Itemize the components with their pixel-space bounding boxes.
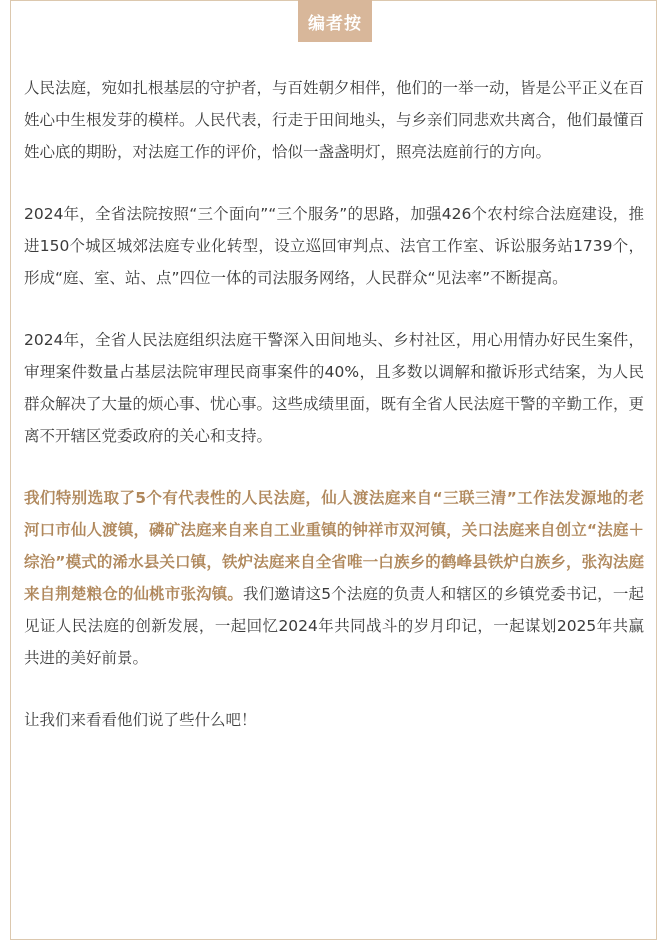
frame-top-border-left [10,0,298,1]
editor-note-label: 编者按 [308,13,362,34]
selected-courts-highlight: 我们特别选取了5个有代表性的人民法庭，仙人渡法庭来自“三联三清”工作法发源地的老河口市仙人渡镇，磷矿法庭来自来自工业重镇的钟祥市双河镇，关口法庭来自创立“法庭＋综治”模式的浠水县关口镇，铁炉法庭来自全省唯一白族乡的鹤峰县铁炉白族乡，张沟法庭来自荆楚粮仓的仙桃市张沟镇。 [24,489,644,603]
editor-note-badge [298,0,372,42]
frame-top-border-right [372,0,657,1]
paragraph-closing: 让我们来看看他们说了些什么吧！ [24,711,257,729]
paragraph-court-construction: 2024年，全省法院按照“三个面向”“三个服务”的思路，加强426个农村综合法庭建设，推进150个城区城郊法庭专业化转型，设立巡回审判点、法官工作室、诉讼服务站1739个，形成“庭、室、站、点”四位一体的司法服务网络，人民群众“见法率”不断提高。 [24,205,644,287]
paragraph-intro: 人民法庭，宛如扎根基层的守护者，与百姓朝夕相伴，他们的一举一动，皆是公平正义在百姓心中生根发芽的模样。人民代表，行走于田间地头，与乡亲们同悲欢共离合，他们最懂百姓心底的期盼，对法庭工作的评价，恰似一盏盏明灯，照亮法庭前行的方向。 [24,79,645,161]
paragraph-selected-courts [24,482,644,674]
paragraph-court-work: 2024年，全省人民法庭组织法庭干警深入田间地头、乡村社区，用心用情办好民生案件，审理案件数量占基层法院审理民商事案件的40%，且多数以调解和撤诉形式结案，为人民群众解决了大量的烦心事、忧心事。这些成绩里面，既有全省人民法庭干警的辛勤工作，更离不开辖区党委政府的关心和支持。 [24,331,645,445]
article-body [24,72,644,766]
selected-courts-invitation: 我们邀请这5个法庭的负责人和辖区的乡镇党委书记，一起见证人民法庭的创新发展，一起回忆2024年共同战斗的岁月印记，一起谋划2025年共赢共进的美好前景。 [24,585,644,667]
